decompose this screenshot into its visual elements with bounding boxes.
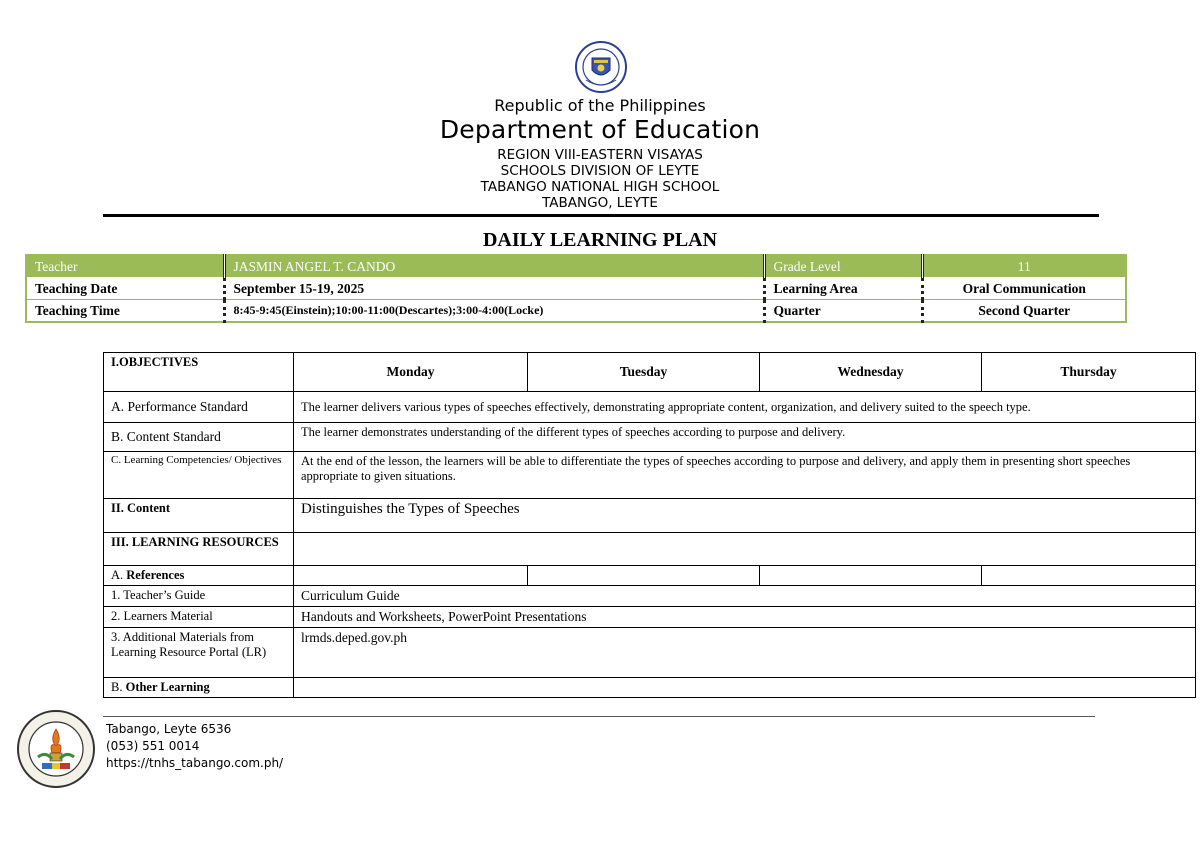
quarter-label: Quarter: [764, 300, 922, 323]
competencies-label: C. Learning Competencies/ Objectives: [104, 452, 294, 499]
references-row: [104, 566, 1196, 586]
learning-resources-row: [104, 533, 1196, 566]
date-value: September 15-19, 2025: [224, 278, 764, 300]
objectives-header-row: [104, 353, 1196, 392]
day-thursday: Thursday: [982, 353, 1196, 392]
learning-resources-cell: [294, 533, 1196, 566]
info-row-teacher: [26, 255, 1126, 278]
objectives-table: [103, 352, 1196, 698]
date-label: Teaching Date: [26, 278, 224, 300]
learners-material-label: 2. Learners Material: [104, 607, 294, 628]
area-label: Learning Area: [764, 278, 922, 300]
footer-divider: [103, 716, 1095, 717]
grade-label: Grade Level: [764, 255, 922, 278]
school-line: TABANGO NATIONAL HIGH SCHOOL: [480, 179, 720, 195]
republic-heading: Republic of the Philippines: [494, 96, 706, 115]
content-standard-label: B. Content Standard: [104, 423, 294, 452]
time-label: Teaching Time: [26, 300, 224, 323]
other-learning-text: Other Learning: [125, 680, 210, 694]
additional-materials-text: lrmds.deped.gov.ph: [294, 628, 1196, 678]
header-divider: [103, 214, 1099, 217]
content-section-label: II. Content: [104, 499, 294, 533]
deped-seal-logo: [574, 40, 628, 94]
content-standard-row: [104, 423, 1196, 452]
objectives-header: I.OBJECTIVES: [104, 353, 294, 392]
other-learning-prefix: B.: [111, 680, 123, 694]
references-text: References: [126, 568, 185, 582]
references-monday: [294, 566, 528, 586]
references-thursday: [982, 566, 1196, 586]
teacher-label: Teacher: [26, 255, 224, 278]
footer-phone: (053) 551 0014: [106, 739, 200, 753]
competencies-text: At the end of the lesson, the learners will be able to differentiate the types of speeches according to purpose and delivery, and apply them in presenting short speeches appropriate to given situations.: [294, 452, 1196, 499]
references-label: [104, 566, 294, 586]
learners-material-text: Handouts and Worksheets, PowerPoint Presentations: [294, 607, 1196, 628]
content-section-row: [104, 499, 1196, 533]
teacher-value: JASMIN ANGEL T. CANDO: [224, 255, 764, 278]
footer-address: Tabango, Leyte 6536: [106, 722, 232, 736]
additional-materials-label: 3. Additional Materials from Learning Resource Portal (LR): [104, 628, 294, 678]
division-line: SCHOOLS DIVISION OF LEYTE: [500, 163, 700, 179]
grade-value: 11: [922, 255, 1126, 278]
info-table: [25, 254, 1127, 323]
area-value: Oral Communication: [922, 278, 1126, 300]
learning-resources-label: III. LEARNING RESOURCES: [104, 533, 294, 566]
day-monday: Monday: [294, 353, 528, 392]
content-section-text: Distinguishes the Types of Speeches: [294, 499, 1196, 533]
references-tuesday: [528, 566, 760, 586]
school-seal-logo: [16, 709, 96, 789]
quarter-value: Second Quarter: [922, 300, 1126, 323]
teachers-guide-text: Curriculum Guide: [294, 586, 1196, 607]
info-row-date: [26, 278, 1126, 300]
info-row-time: [26, 300, 1126, 323]
time-value: 8:45-9:45(Einstein);10:00-11:00(Descartes);3:00-4:00(Locke): [224, 300, 764, 323]
day-tuesday: Tuesday: [528, 353, 760, 392]
performance-standard-text: The learner delivers various types of speeches effectively, demonstrating appropriate content, organization, and delivery suited to the speech type.: [294, 392, 1196, 423]
day-wednesday: Wednesday: [760, 353, 982, 392]
references-prefix: A.: [111, 568, 124, 582]
competencies-row: [104, 452, 1196, 499]
other-learning-label: [104, 678, 294, 698]
plan-title: DAILY LEARNING PLAN: [482, 229, 718, 251]
other-learning-row: [104, 678, 1196, 698]
teachers-guide-label: 1. Teacher’s Guide: [104, 586, 294, 607]
teachers-guide-row: [104, 586, 1196, 607]
additional-materials-row: [104, 628, 1196, 678]
performance-standard-row: [104, 392, 1196, 423]
learners-material-row: [104, 607, 1196, 628]
references-wednesday: [760, 566, 982, 586]
performance-standard-label: A. Performance Standard: [104, 392, 294, 423]
other-learning-cell: [294, 678, 1196, 698]
content-standard-text: The learner demonstrates understanding of the different types of speeches according to purpose and delivery.: [294, 423, 1196, 452]
footer-website[interactable]: https://tnhs_tabango.com.ph/: [106, 756, 284, 770]
department-heading: Department of Education: [439, 115, 761, 144]
town-line: TABANGO, LEYTE: [542, 195, 658, 211]
region-line: REGION VIII-EASTERN VISAYAS: [497, 147, 703, 163]
